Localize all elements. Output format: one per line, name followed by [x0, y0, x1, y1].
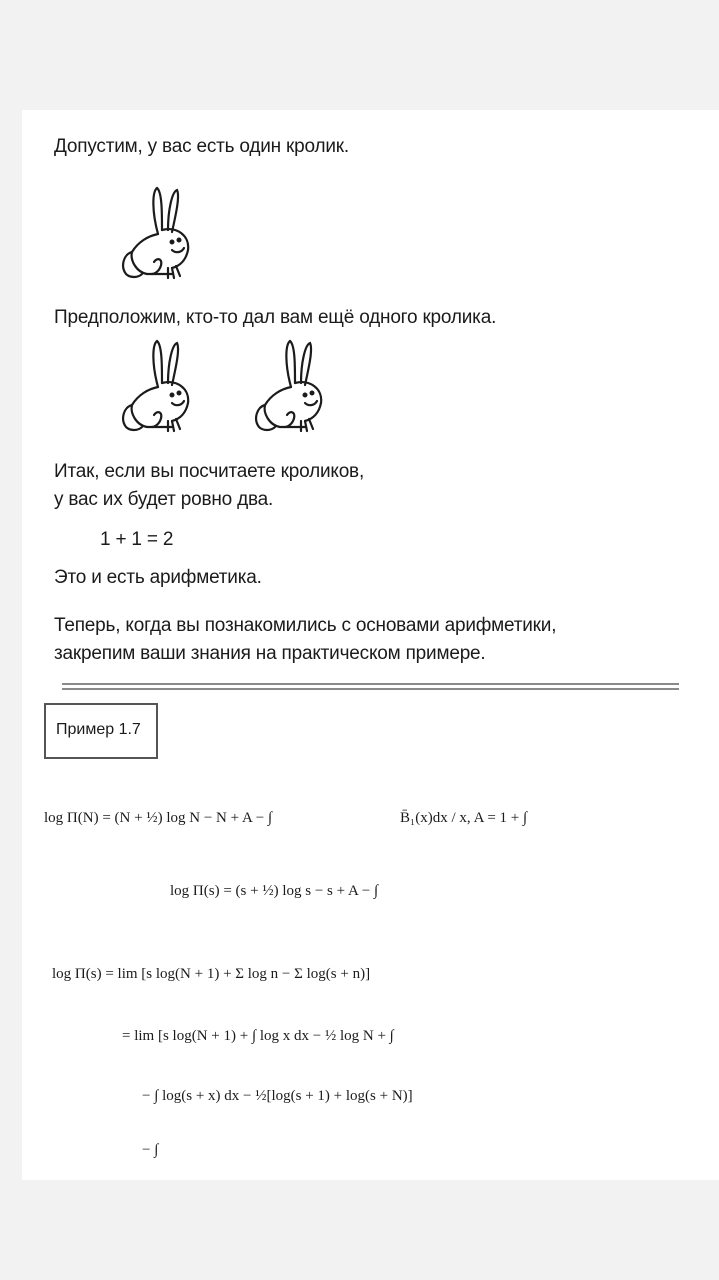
rabbit-icon — [235, 335, 335, 445]
text-line-6: Теперь, когда вы познакомились с основами арифметики, — [54, 615, 557, 636]
formula-6: − ∫ — [142, 1142, 159, 1158]
text-line-5: Это и есть арифметика. — [54, 567, 262, 588]
example-label: Пример 1.7 — [56, 721, 141, 738]
text-line-7: закрепим ваши знания на практическом примере. — [54, 643, 486, 664]
formula-1b: B̄₁(x)dx / x, A = 1 + ∫ — [400, 810, 528, 826]
formula-1a: log Π(N) = (N + ½) log N − N + A − ∫ — [44, 810, 273, 826]
text-line-1: Допустим, у вас есть один кролик. — [54, 136, 349, 157]
divider-top — [62, 683, 679, 685]
text-line-2: Предположим, кто-то дал вам ещё одного кролика. — [54, 307, 497, 328]
text-line-3: Итак, если вы посчитаете кроликов, — [54, 461, 365, 482]
example-label-box — [44, 703, 158, 759]
formula-4: = lim [s log(N + 1) + ∫ log x dx − ½ log N + ∫ — [122, 1028, 394, 1044]
book-page — [22, 110, 719, 1180]
rabbit-icon — [102, 182, 202, 292]
rabbit-icon — [102, 335, 202, 445]
formula-block — [22, 770, 719, 1180]
formula-5: − ∫ log(s + x) dx − ½[log(s + 1) + log(s + N)] — [142, 1088, 413, 1104]
text-line-4: у вас их будет ровно два. — [54, 489, 274, 510]
divider-bottom — [62, 688, 679, 690]
formula-3: log Π(s) = lim [s log(N + 1) + Σ log n − Σ log(s + n)] — [52, 966, 371, 982]
equation-one-plus-one: 1 + 1 = 2 — [100, 529, 174, 550]
formula-2: log Π(s) = (s + ½) log s − s + A − ∫ — [170, 883, 379, 899]
